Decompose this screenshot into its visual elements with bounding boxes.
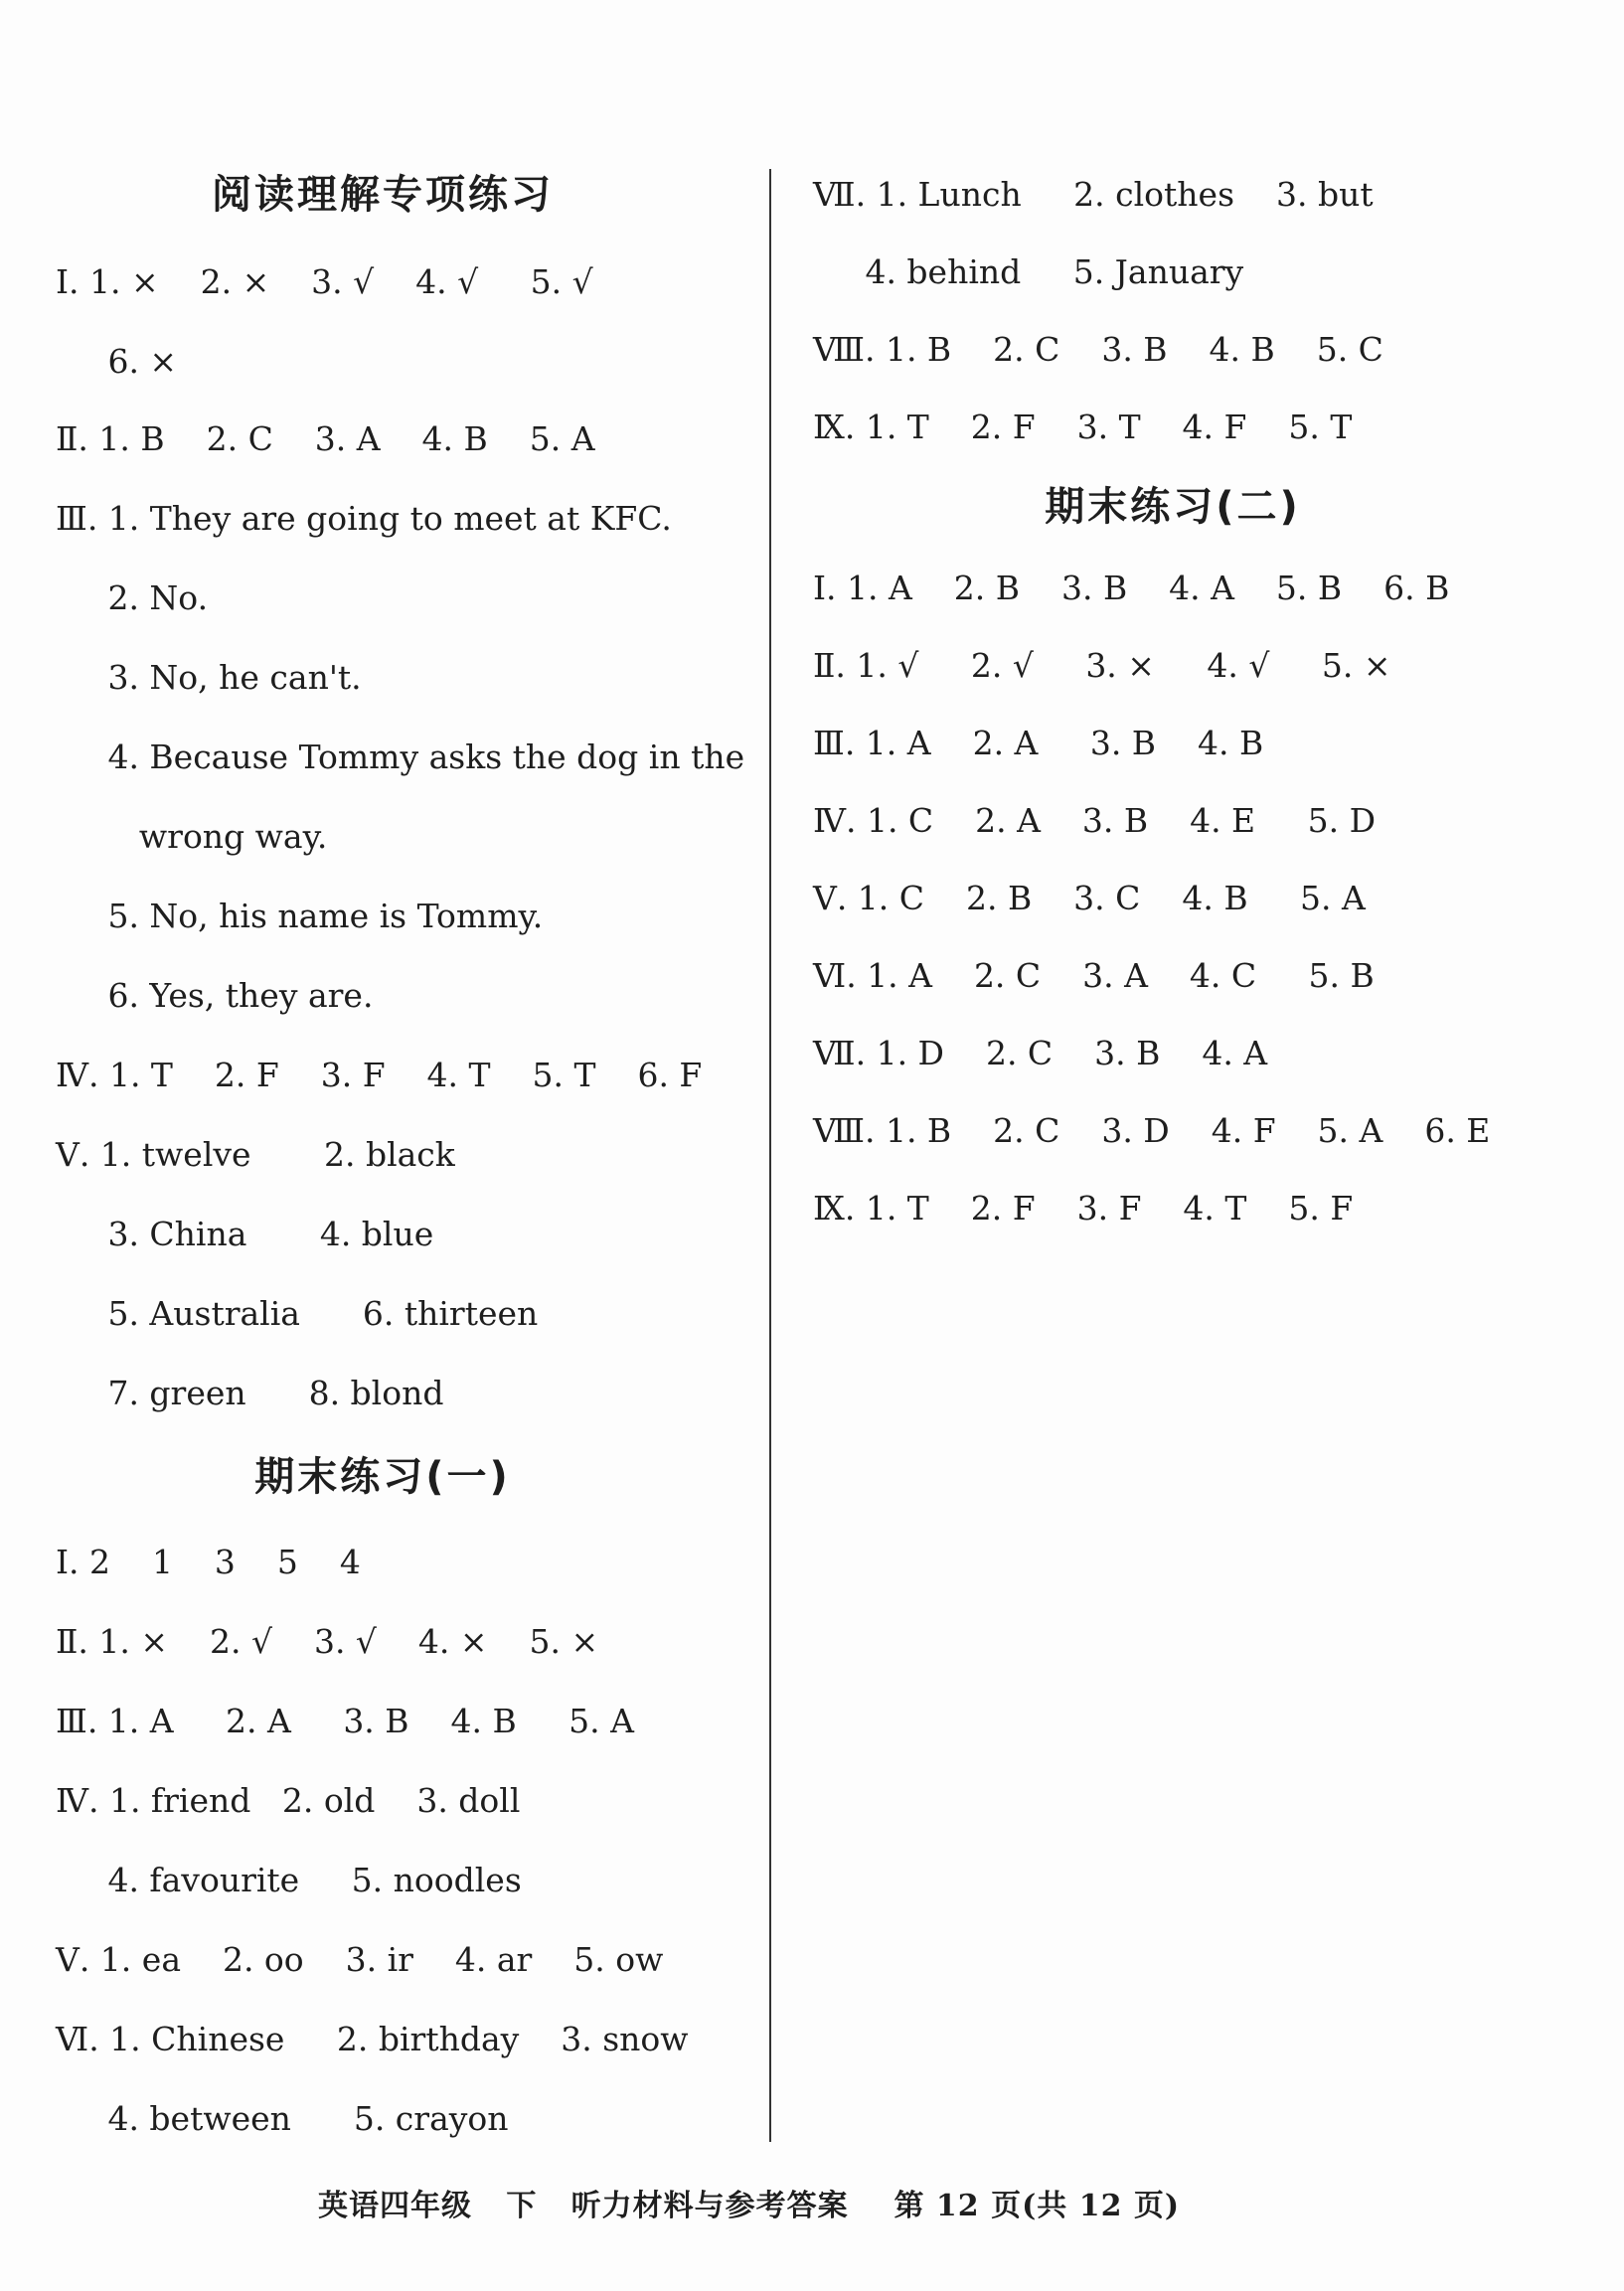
answer-line: 5. Australia 6. thirteen xyxy=(56,1294,539,1333)
answer-line: Ⅸ. 1. T 2. F 3. F 4. T 5. F xyxy=(813,1189,1354,1227)
page-footer: 英语四年级 下 听力材料与参考答案 第 12 页(共 12 页) xyxy=(318,2189,1181,2223)
answer-line: wrong way. xyxy=(56,817,328,856)
answer-line: 3. No, he can't. xyxy=(56,658,362,697)
answer-line: Ⅷ. 1. B 2. C 3. D 4. F 5. A 6. E xyxy=(813,1111,1491,1150)
answer-line: Ⅱ. 1. B 2. C 3. A 4. B 5. A xyxy=(56,419,595,458)
answer-line: 2. No. xyxy=(56,578,209,617)
answer-line: Ⅲ. 1. They are going to meet at KFC. xyxy=(56,499,672,538)
answer-line: Ⅴ. 1. twelve 2. black xyxy=(56,1135,455,1174)
answer-line: Ⅳ. 1. T 2. F 3. F 4. T 5. T 6. F xyxy=(56,1056,703,1094)
answer-line: Ⅸ. 1. T 2. F 3. T 4. F 5. T xyxy=(813,408,1353,446)
answer-line: 7. green 8. blond xyxy=(56,1374,444,1412)
answer-line: 4. favourite 5. noodles xyxy=(56,1861,522,1899)
answer-line: Ⅲ. 1. A 2. A 3. B 4. B 5. A xyxy=(56,1702,634,1740)
answer-line: 5. No, his name is Tommy. xyxy=(56,897,544,935)
answer-line: Ⅷ. 1. B 2. C 3. B 4. B 5. C xyxy=(813,330,1383,369)
answer-line: Ⅶ. 1. Lunch 2. clothes 3. but xyxy=(813,175,1374,214)
answer-line: Ⅵ. 1. Chinese 2. birthday 3. snow xyxy=(56,2020,689,2058)
answer-line: 6. Yes, they are. xyxy=(56,976,374,1015)
section-heading-final-2: 期末练习(二) xyxy=(1045,484,1301,530)
section-heading-reading: 阅读理解专项练习 xyxy=(212,172,554,218)
answer-line: 3. China 4. blue xyxy=(56,1215,434,1253)
answer-line: Ⅰ. 2 1 3 5 4 xyxy=(56,1543,361,1581)
answer-line: Ⅴ. 1. C 2. B 3. C 4. B 5. A xyxy=(813,879,1366,917)
answer-line: 4. behind 5. January xyxy=(813,252,1244,291)
answer-line: 4. between 5. crayon xyxy=(56,2099,509,2138)
section-heading-final-1: 期末练习(一) xyxy=(254,1454,511,1500)
answer-line: 4. Because Tommy asks the dog in the xyxy=(56,737,745,776)
column-divider xyxy=(769,169,771,2142)
answer-line: Ⅱ. 1. √ 2. √ 3. × 4. √ 5. × xyxy=(813,646,1391,685)
answer-line: Ⅶ. 1. D 2. C 3. B 4. A xyxy=(813,1034,1268,1072)
answer-line: Ⅲ. 1. A 2. A 3. B 4. B xyxy=(813,724,1264,762)
answer-line: Ⅴ. 1. ea 2. oo 3. ir 4. ar 5. ow xyxy=(56,1940,664,1979)
answer-line: Ⅱ. 1. × 2. √ 3. √ 4. × 5. × xyxy=(56,1622,599,1661)
answer-line: Ⅰ. 1. × 2. × 3. √ 4. √ 5. √ xyxy=(56,262,593,301)
answer-line: Ⅰ. 1. A 2. B 3. B 4. A 5. B 6. B xyxy=(813,569,1450,607)
answer-line: Ⅳ. 1. friend 2. old 3. doll xyxy=(56,1781,521,1820)
answer-line: 6. × xyxy=(56,342,178,381)
answer-line: Ⅳ. 1. C 2. A 3. B 4. E 5. D xyxy=(813,801,1377,840)
answer-line: Ⅵ. 1. A 2. C 3. A 4. C 5. B xyxy=(813,956,1375,995)
